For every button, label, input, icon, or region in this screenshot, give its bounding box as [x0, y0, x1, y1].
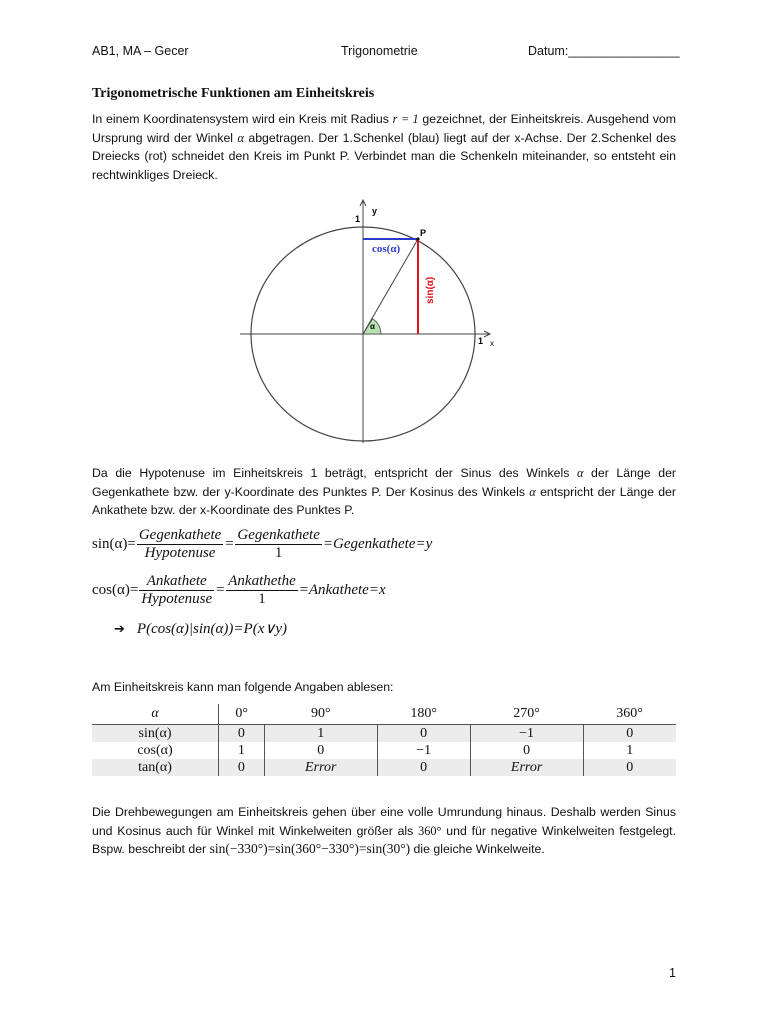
table-row: cos(α) 1 0 −1 0 1 [92, 742, 676, 759]
y-axis-label: y [372, 206, 378, 216]
table-header-cell: 90° [264, 704, 377, 725]
x-tick-label: 1 [478, 336, 484, 346]
angle-formula: sin(−330°)=sin(360°−330°)=sin(30°) [209, 841, 411, 856]
explanation-paragraph: Da die Hypotenuse im Einheitskreis 1 beträgt, entspricht der Sinus des Winkels α der Länge der Gegenkathete bzw. der y-Koordinate des Punktes P. Der Kosinus des Winkels α entspricht der Länge der Ankathete bzw. der x-Koordinate des Punktes P. [92, 466, 676, 517]
arrow-icon: ➔ [114, 622, 125, 637]
point-label: P [420, 228, 427, 238]
table-header-cell: 360° [583, 704, 676, 725]
table-row: tan(α) 0 Error 0 Error 0 [92, 759, 676, 776]
table-header-cell: α [92, 704, 219, 725]
header-left: AB1, MA – Gecer [92, 44, 189, 58]
point-equation: ➔ P(cos(α)|sin(α))=P(x∨y) [114, 621, 287, 637]
y-tick-label: 1 [355, 214, 361, 224]
angle-label: α [370, 322, 375, 331]
header-date: Datum:________________ [528, 44, 680, 58]
cos-label: cos(α) [372, 243, 401, 255]
table-header-cell: 0° [219, 704, 265, 725]
alpha-symbol: α [237, 130, 244, 145]
table-header-cell: 270° [470, 704, 583, 725]
unit-circle-figure [240, 198, 510, 448]
x-axis-label: x [490, 339, 494, 348]
sine-equation: sin(α)= $\frac{\text{Gegenkathete}}{\text{Hypotenuse}}$ = $\frac{\text{Gegenkathete}}{1}$ =Gegenkathete=y [92, 527, 433, 561]
table-row: sin(α) 0 1 0 −1 0 [92, 725, 676, 743]
table-intro: Am Einheitskreis kann man folgende Angaben ablesen: [92, 680, 394, 694]
radius-equation: r = 1 [392, 112, 419, 126]
section-title: Trigonometrische Funktionen am Einheitskreis [92, 86, 375, 101]
table-header-cell: 180° [377, 704, 470, 725]
page-number: 1 [669, 966, 676, 980]
cosine-equation: cos(α)= $\frac{\text{Ankathete}}{\text{Hypotenuse}}$ = $\frac{\text{Ankathethe}}{1}$ =Ankathete=x [92, 573, 386, 607]
outro-paragraph: Die Drehbewegungen am Einheitskreis gehen über eine volle Umrundung hinaus. Deshalb werden Sinus und Kosinus auch für Winkel mit Winkelweiten größer als 360° und für negative Winkelweiten festgelegt. Bspw. beschreibt der sin(−330°)=sin(360°−330°)=sin(30°) die gleiche Winkelweite. [92, 805, 676, 856]
header-center: Trigonometrie [341, 44, 418, 58]
sin-label: sin(α) [425, 276, 436, 304]
intro-paragraph: In einem Koordinatensystem wird ein Kreis mit Radius r = 1 gezeichnet, der Einheitskreis. Ausgehend vom Ursprung wird der Winkel α abgetragen. Der 1.Schenkel (blau) liegt auf der x-Achse. Der 2.Schenkel des Dreiecks (rot) schneidet den Kreis im Punkt P. Verbindet man die Schenkeln miteinander, so entsteht ein rechtwinkliges Dreieck. [92, 112, 676, 182]
values-table [92, 704, 676, 776]
